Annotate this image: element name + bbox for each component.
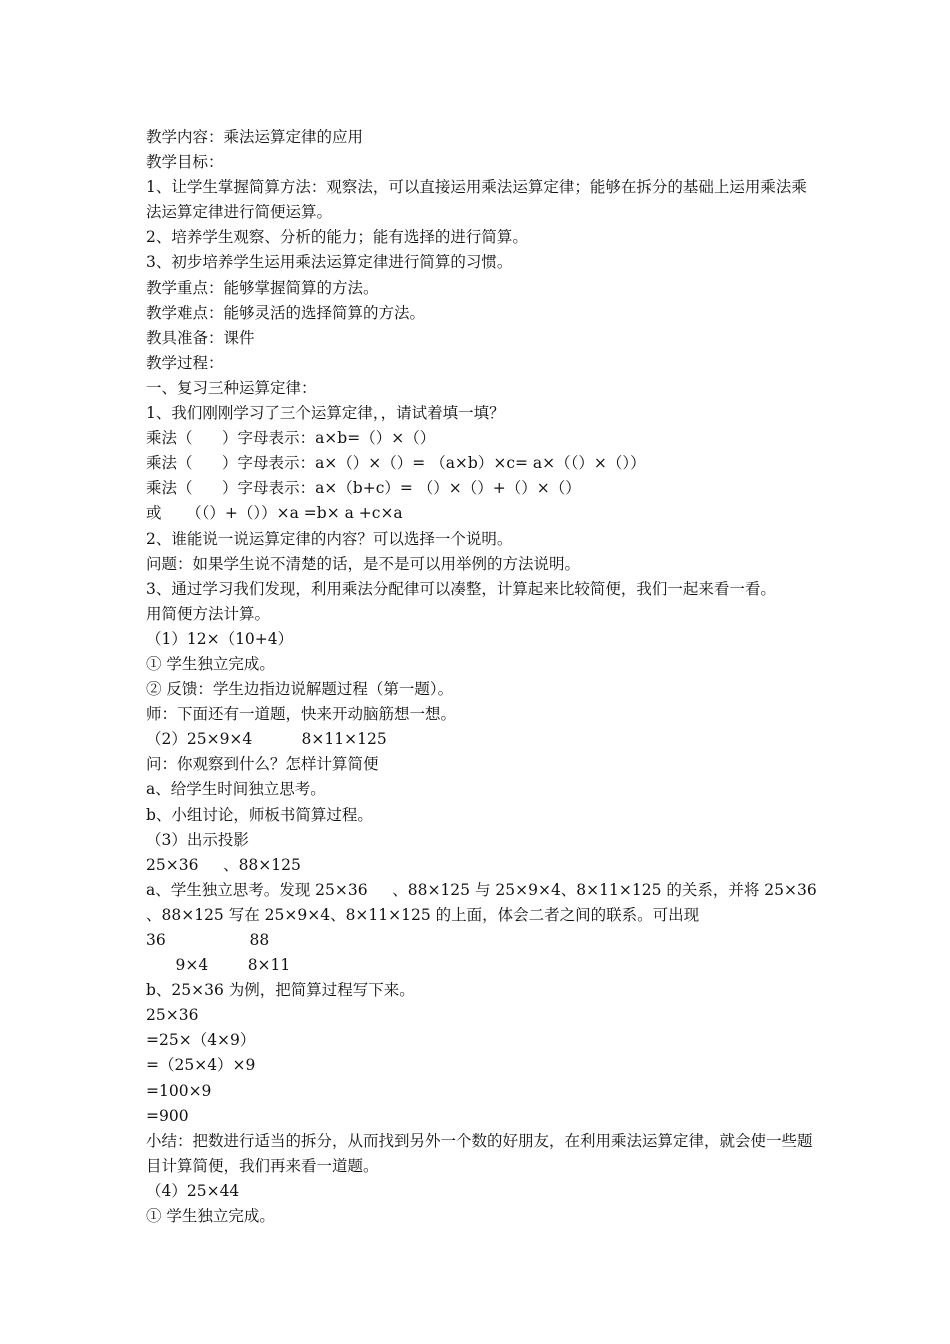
split-numbers: 36 88 <box>146 931 270 949</box>
section-review: 一、复习三种运算定律： <box>146 378 317 397</box>
calc-line-5: =900 <box>146 1106 189 1125</box>
problem-1-step-b: ② 反馈：学生边指边说解题过程（第一题）。 <box>146 680 454 699</box>
teacher-prompt: 师：下面还有一道题，快来开动脑筋想一想。 <box>146 705 457 724</box>
difficulty: 教学难点：能够灵活的选择简算的方法。 <box>146 303 426 322</box>
problem-3-step-b: b、25×36 为例，把简算过程写下来。 <box>146 981 415 1000</box>
question-note: 问题：如果学生说不清楚的话，是不是可以用举例的方法说明。 <box>146 554 581 573</box>
split-factors: 9×4 8×11 <box>146 956 291 975</box>
law-commutative: 乘法（ ）字母表示：a×b=（）×（） <box>146 429 436 448</box>
key-point: 教学重点：能够掌握简算的方法。 <box>146 278 379 297</box>
problem-3-step-a-cont: 、88×125 写在 25×9×4、8×11×125 的上面，体会二者之间的联系。可出现 <box>146 905 700 924</box>
calc-instruction: 用简便方法计算。 <box>146 604 271 623</box>
problem-3: （3）出示投影 <box>146 830 249 849</box>
problem-2-step-b: b、小组讨论，师板书简算过程。 <box>146 805 373 824</box>
problem-1-step-a: ① 学生独立完成。 <box>146 654 275 673</box>
summary: 小结：把数进行适当的拆分，从而找到另外一个数的好朋友，在利用乘法运算定律，就会使一些题目计算简便，我们再来看一道题。 <box>146 1131 813 1175</box>
objective-2: 2、培养学生观察、分析的能力；能有选择的进行简算。 <box>146 228 528 247</box>
problem-2-step-a: a、给学生时间独立思考。 <box>146 780 326 799</box>
law-distributive: 乘法（ ）字母表示：a×（b+c）= （）×（）+（）×（） <box>146 479 581 498</box>
objective-3: 3、初步培养学生运用乘法运算定律进行简算的习惯。 <box>146 253 513 272</box>
problem-4: （4）25×44 <box>146 1181 240 1200</box>
calc-line-1: 25×36 <box>146 1006 199 1025</box>
problem-2-question: 问：你观察到什么？怎样计算简便 <box>146 755 379 774</box>
content-title: 教学内容：乘法运算定律的应用 <box>146 128 364 146</box>
review-question: 1、我们刚刚学习了三个运算定律，，请试着填一填？ <box>146 404 505 423</box>
step-2: 2、谁能说一说运算定律的内容？可以选择一个说明。 <box>146 529 513 548</box>
objectives-heading: 教学目标： <box>146 153 224 172</box>
calc-line-3: =（25×4）×9 <box>146 1056 256 1075</box>
objective-1: 1、让学生掌握简算方法：观察法，可以直接运用乘法运算定律；能够在拆分的基础上运用乘法乘法运算定律进行简便运算。 <box>146 178 807 222</box>
calc-line-2: =25×（4×9） <box>146 1031 256 1050</box>
law-distributive-alt: 或 （（）+（））×a =b× a +c×a <box>146 504 403 523</box>
process-heading: 教学过程： <box>146 353 224 372</box>
problem-1: （1）12×（10+4） <box>146 629 294 648</box>
problem-3-expressions: 25×36 、88×125 <box>146 855 301 874</box>
document-body <box>146 125 816 1229</box>
calc-line-4: =100×9 <box>146 1081 212 1100</box>
step-3: 3、通过学习我们发现，利用乘法分配律可以凑整，计算起来比较简便，我们一起来看一看。 <box>146 579 776 598</box>
problem-4-step-a: ① 学生独立完成。 <box>146 1207 275 1226</box>
law-associative: 乘法（ ）字母表示：a×（）×（）= （a×b）×c= a×（（）×（）） <box>146 454 646 473</box>
problem-3-step-a: a、学生独立思考。发现 25×36 、88×125 与 25×9×4、8×11×125 的关系，并将 25×36 <box>146 880 817 899</box>
problem-2: （2）25×9×4 8×11×125 <box>146 730 387 749</box>
teaching-aids: 教具准备：课件 <box>146 328 255 347</box>
